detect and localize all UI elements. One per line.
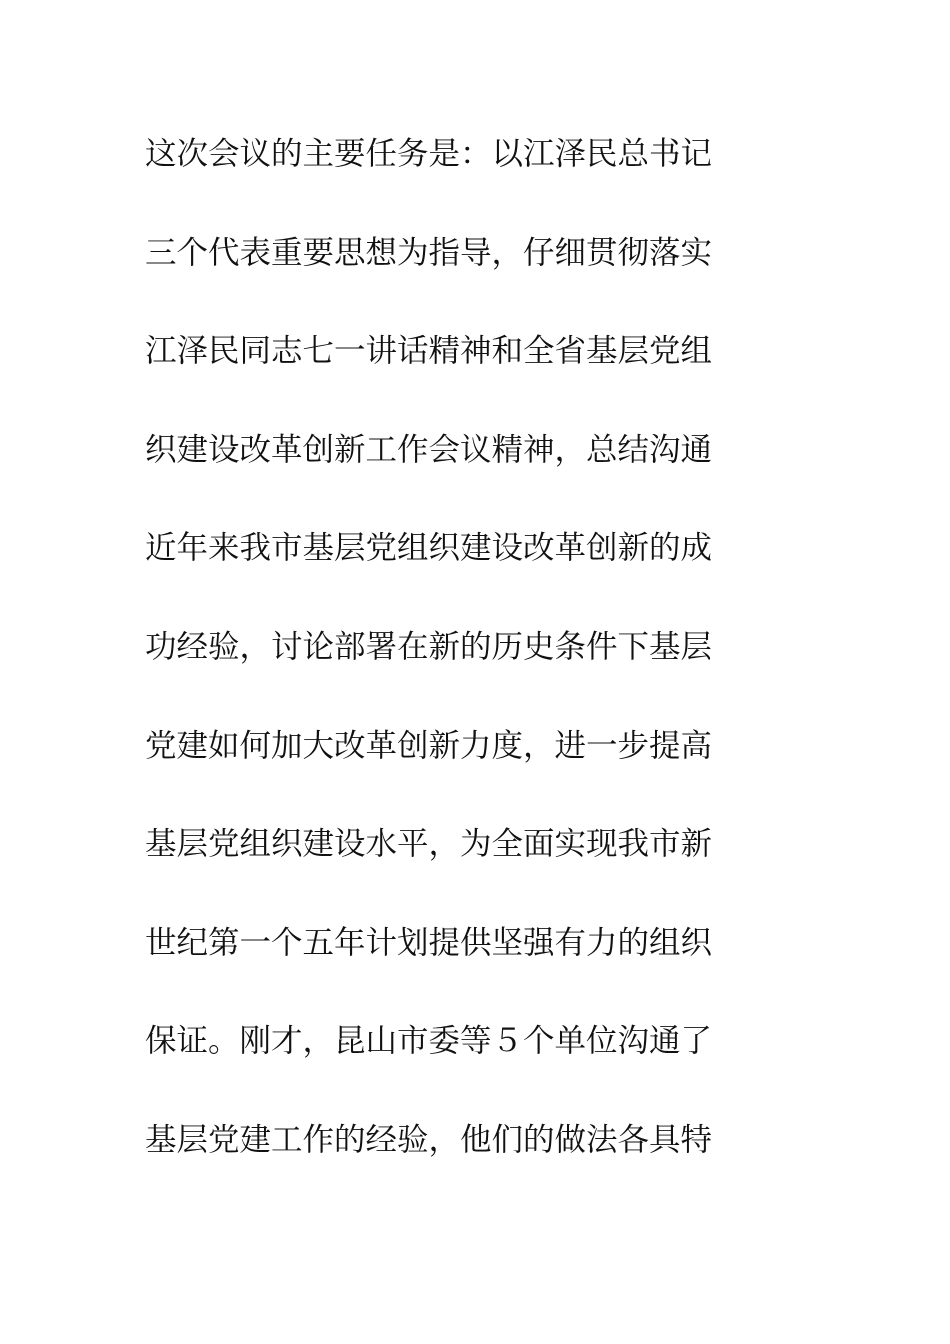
body-text (145, 128, 805, 1213)
text-line: 这次会议的主要任务是：以江泽民总书记 (145, 136, 713, 172)
text-line: 功经验，讨论部署在新的历史条件下基层 (145, 628, 713, 665)
text-line: 世纪第一个五年计划提供坚强有力的组织 (145, 924, 713, 961)
text-line: 江泽民同志七一讲话精神和全省基层党组 (145, 333, 713, 370)
text-line: 三个代表重要思想为指导，仔细贯彻落实 (145, 234, 713, 271)
text-line: 基层党组织建设水平，为全面实现我市新 (145, 826, 713, 863)
text-line: 保证。刚才，昆山市委等５个单位沟通了 (145, 1023, 713, 1060)
text-line: 近年来我市基层党组织建设改革创新的成 (145, 530, 713, 567)
text-line: 织建设改革创新工作会议精神，总结沟通 (145, 431, 713, 468)
text-line: 党建如何加大改革创新力度，进一步提高 (145, 727, 713, 764)
text-line: 基层党建工作的经验，他们的做法各具特 (145, 1121, 713, 1158)
